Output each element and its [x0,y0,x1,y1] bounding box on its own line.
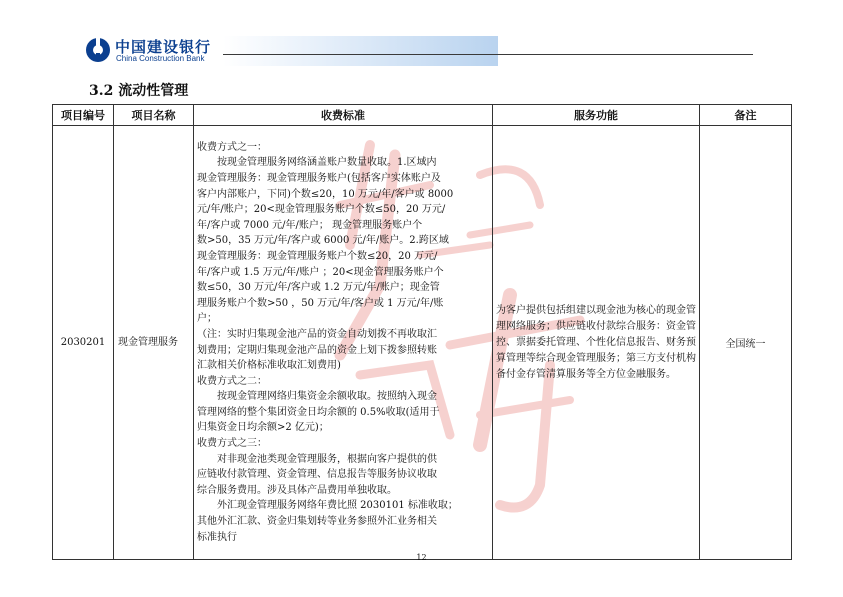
fee-standard-line: 数≤50，30 万元/年/客户或 1.2 万元/年/账户；现金管 [197,282,440,294]
cell-note: 全国统一 [700,126,792,560]
fee-standard-line: 收费方式之一： [197,141,267,153]
cell-fee-standard [194,126,493,560]
fee-standard-lines [197,140,490,545]
header-band [223,36,498,66]
fee-standard-line: 归集资金日均余额>2 亿元)； [197,422,329,434]
fee-standard-line: 应链收付款管理、资金管理、信息报告等服务协议收取 [197,469,437,481]
col-header-id: 项目编号 [53,105,114,126]
fee-standard-line: 汇款相关价格标准收取汇划费用) [197,360,341,372]
fee-standard-line: 元/年/账户；20<现金管理服务账户个数≤50，20 万元/ [197,204,446,216]
bank-name-cn: 中国建设银行 [115,38,212,56]
cell-project-id: 2030201 [53,126,114,560]
fee-standard-line: 其他外汇汇款、资金归集划转等业务参照外汇业务相关 [197,516,437,528]
fee-standard-line: 收费方式之三： [197,438,267,450]
fee-standard-line: 按现金管理网络归集资金余额收取。按照纳入现金 [217,391,437,403]
fee-standard-line: 年/客户或 7000 元/年/账户； 现金管理服务账户个 [197,219,423,231]
fee-standard-line: 标准执行 [197,531,237,543]
cell-project-name: 现金管理服务 [114,126,194,560]
fee-standard-line: 现金管理服务：现金管理服务账户个数≤20，20 万元/ [197,250,438,262]
cell-service-function: 为客户提供包括组建以现金池为核心的现金管理网络服务；供应链收付款综合服务：资金管控、票据委托管理、个性化信息报告、财务预算管理等综合现金管理服务；第三方支付机构备付金存管清算服务等全方位金融服务。 [493,126,700,560]
table-row [53,126,792,560]
ccb-logo-icon [85,37,111,63]
fee-table [52,104,792,560]
fee-standard-line: （注：实时归集现金池产品的资金自动划拨不再收取汇 [197,328,437,340]
table-header-row [53,105,792,126]
fee-standard-line: 对非现金池类现金管理服务，根据向客户提供的供 [217,453,437,465]
col-header-name: 项目名称 [114,105,194,126]
fee-standard-line: 现金管理服务：现金管理服务账户(包括客户实体账户及 [197,172,441,184]
fee-standard-line: 理服务账户个数>50 ，50 万元/年/客户或 1 万元/年/账 [197,297,444,309]
fee-standard-line: 综合服务费用。涉及具体产品费用单独收取。 [197,484,397,496]
fee-standard-line: 外汇现金管理服务网络年费比照 2030101 标准收取； [217,500,458,512]
section-title: 3.2 流动性管理 [89,83,189,99]
col-header-function: 服务功能 [493,105,700,126]
fee-standard-line: 数>50，35 万元/年/客户或 6000 元/年/账户。2.跨区域 [197,235,449,247]
header-rule [223,54,753,55]
page-header [85,34,753,68]
fee-standard-line: 户； [197,313,217,325]
fee-standard-line: 划费用；定期归集现金池产品的资金上划下拨参照转账 [197,344,437,356]
page-number: 12 [416,553,427,562]
fee-standard-line: 客户内部账户，下同)个数≤20，10 万元/年/客户或 8000 [197,188,454,200]
fee-standard-line: 年/客户或 1.5 万元/年/账户 ；20<现金管理服务账户个 [197,266,444,278]
fee-standard-line: 收费方式之二： [197,375,267,387]
col-header-standard: 收费标准 [194,105,493,126]
fee-standard-line: 按现金管理服务网络涵盖账户数量收取。1.区域内 [217,157,437,169]
fee-standard-line: 管理网络的整个集团资金日均余额的 0.5%收取(适用于 [197,406,440,418]
bank-name-en: China Construction Bank [116,54,205,63]
col-header-note: 备注 [700,105,792,126]
